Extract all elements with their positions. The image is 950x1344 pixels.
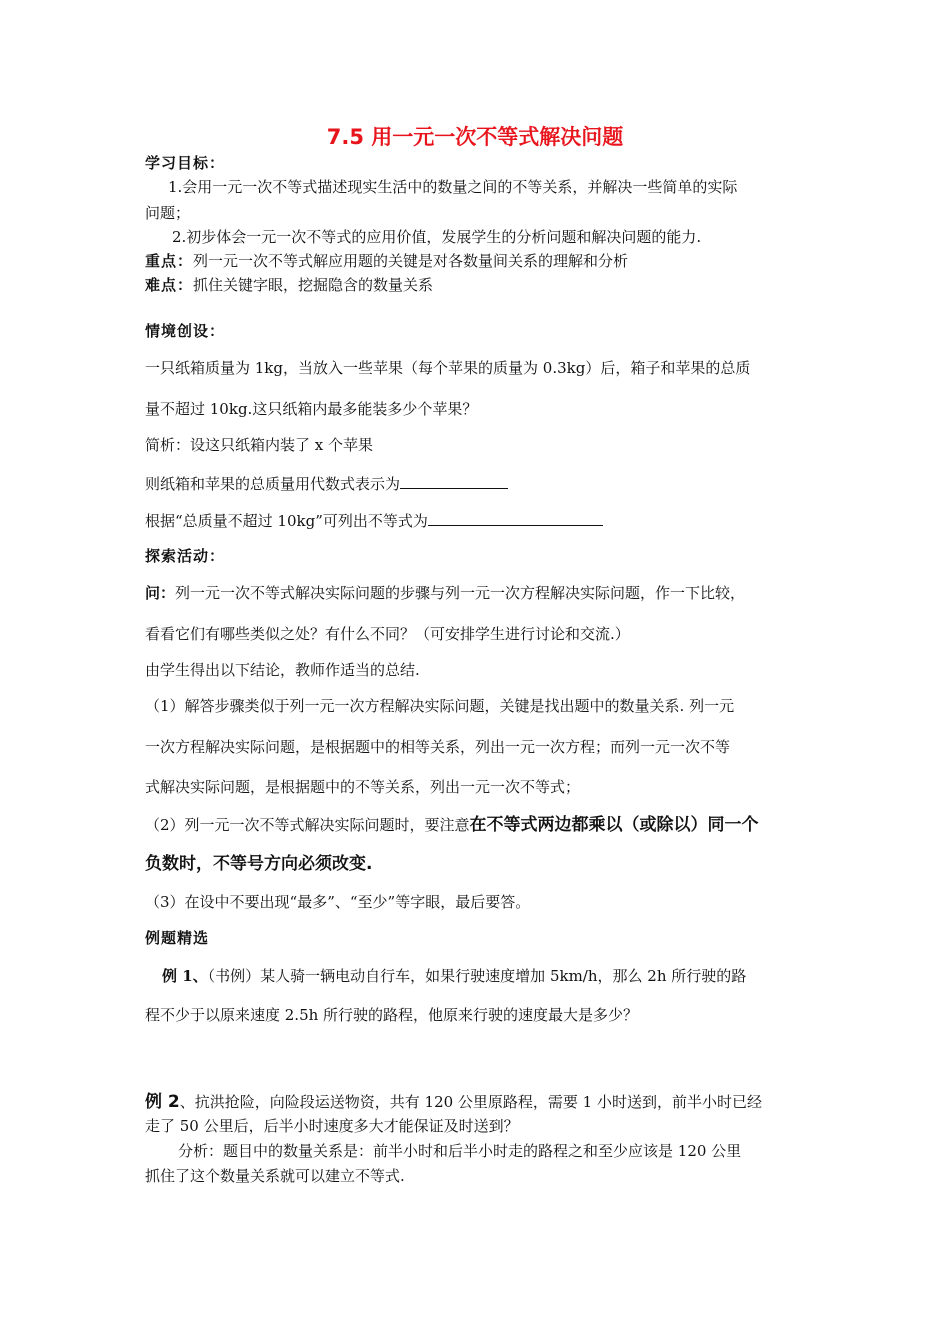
analysis-line-1: 分析：题目中的数量关系是：前半小时和后半小时走的路程之和至少应该是 120 公里 xyxy=(178,1142,742,1160)
question-text-1: 列一元一次不等式解决实际问题的步骤与列一元一次方程解决实际问题，作一下比较， xyxy=(175,584,746,602)
explore-question-line-1 xyxy=(145,583,745,603)
objective-2: 2.初步体会一元一次不等式的应用价值，发展学生的分析问题和解决问题的能力. xyxy=(172,228,702,246)
example-1-line-1 xyxy=(162,966,746,986)
difficult-point-text: 抓住关键字眼，挖掘隐含的数量关系 xyxy=(193,276,434,294)
explore-question-line-2: 看看它们有哪些类似之处？有什么不同？（可安排学生进行讨论和交流.） xyxy=(145,625,630,643)
question-label: 问： xyxy=(145,584,176,602)
example-1-line-2: 程不少于以原来速度 2.5h 所行驶的路程，他原来行驶的速度最大是多少？ xyxy=(145,1006,639,1024)
scenario-line-5 xyxy=(145,509,603,531)
example-2-text-1: 、抗洪抢险，向险段运送物资，共有 120 公里原路程，需要 1 小时送到，前半小时已经 xyxy=(179,1093,762,1111)
point-2-text-a: （2）列一元一次不等式解决实际问题时，要注意 xyxy=(145,816,470,834)
key-point-text: 列一元一次不等式解应用题的关键是对各数量间关系的理解和分析 xyxy=(193,252,629,270)
key-point xyxy=(145,251,628,271)
explore-heading: 探索活动： xyxy=(145,547,226,565)
scenario-line-4-text: 则纸箱和苹果的总质量用代数式表示为 xyxy=(145,475,401,493)
example-2-line-1 xyxy=(145,1092,762,1112)
analysis-line-2: 抓住了这个数量关系就可以建立不等式. xyxy=(145,1167,405,1185)
answer-blank-1[interactable] xyxy=(400,472,508,489)
scenario-line-5-text: 根据“总质量不超过 10kg”可列出不等式为 xyxy=(145,512,428,530)
scenario-line-4 xyxy=(145,472,508,494)
example-1-text-1: （书例）某人骑一辆电动自行车，如果行驶速度增加 5km/h，那么 2h 所行驶的路 xyxy=(207,967,747,985)
point-1-line-3: 式解决实际问题，是根据题中的不等关系，列出一元一次不等式； xyxy=(145,778,581,796)
objectives-heading: 学习目标： xyxy=(145,154,226,172)
example-2-line-2: 走了 50 公里后，后半小时速度多大才能保证及时送到？ xyxy=(145,1117,519,1135)
example-1-label: 例 1、 xyxy=(162,967,208,985)
scenario-heading: 情境创设： xyxy=(145,322,226,340)
scenario-line-3: 简析：设这只纸箱内装了 x 个苹果 xyxy=(145,436,373,454)
scenario-line-1: 一只纸箱质量为 1kg，当放入一些苹果（每个苹果的质量为 0.3kg）后，箱子和苹果的总质 xyxy=(145,359,751,377)
point-2-emphasis: 在不等式两边都乘以（或除以）同一个 xyxy=(469,815,759,835)
point-3: （3）在设中不要出现“最多”、“至少”等字眼，最后要答。 xyxy=(145,893,531,911)
objective-1-line-2: 问题； xyxy=(145,204,191,222)
objective-1-line-1: 1.会用一元一次不等式描述现实生活中的数量之间的不等关系，并解决一些简单的实际 xyxy=(168,178,738,196)
explore-conclusion: 由学生得出以下结论，教师作适当的总结. xyxy=(145,661,420,679)
example-2-label: 例 2 xyxy=(145,1092,180,1112)
point-2-line-2: 负数时，不等号方向必须改变. xyxy=(145,854,373,874)
difficult-point xyxy=(145,275,433,295)
scenario-line-2: 量不超过 10kg.这只纸箱内最多能装多少个苹果？ xyxy=(145,400,478,418)
examples-heading: 例题精选 xyxy=(145,929,210,947)
page-title: 7.5 用一元一次不等式解决问题 xyxy=(326,125,624,149)
answer-blank-2[interactable] xyxy=(428,509,603,526)
point-2-line-1 xyxy=(145,815,759,835)
key-point-label: 重点： xyxy=(145,252,194,270)
point-1-line-1: （1）解答步骤类似于列一元一次方程解决实际问题，关键是找出题中的数量关系. 列一元 xyxy=(145,697,735,715)
difficult-point-label: 难点： xyxy=(145,276,194,294)
point-1-line-2: 一次方程解决实际问题，是根据题中的相等关系，列出一元一次方程；而列一元一次不等 xyxy=(145,738,731,756)
